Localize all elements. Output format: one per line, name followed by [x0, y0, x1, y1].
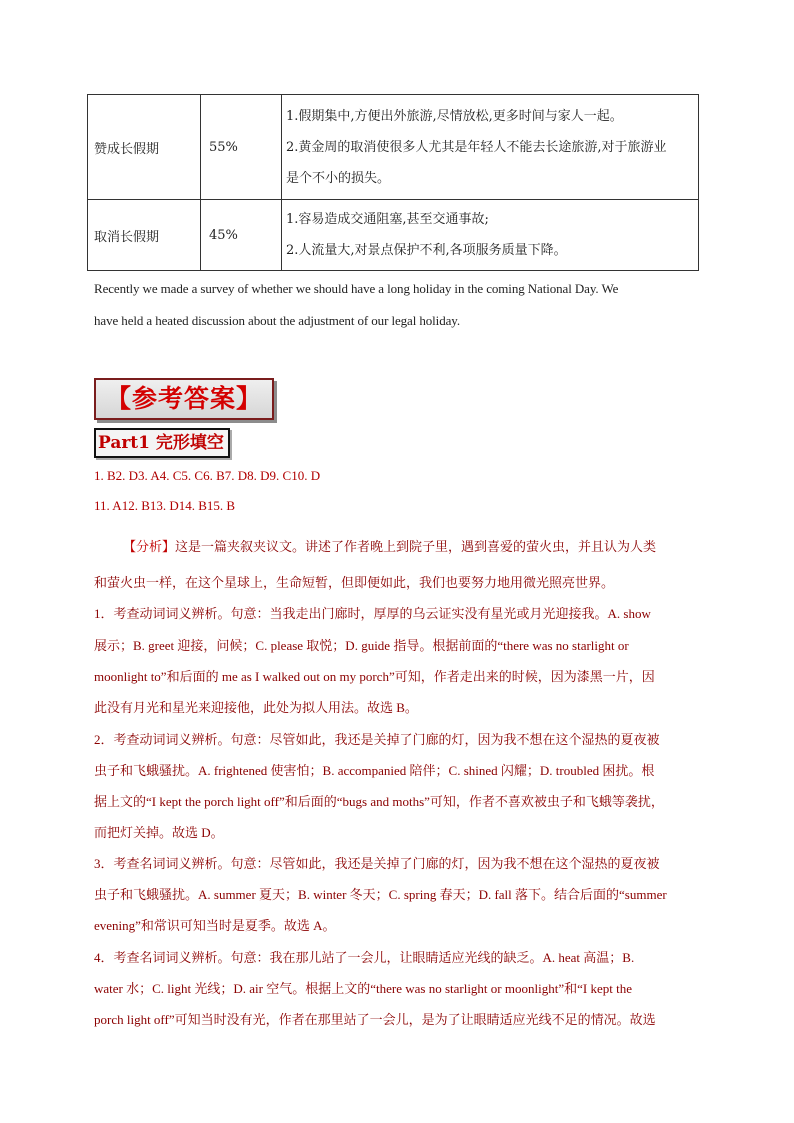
explanation-line: 3．考查名词词义辨析。句意：尽管如此，我还是关掉了门廊的灯，因为我不想在这个湿热的夏夜被 [94, 856, 660, 871]
analysis-line [123, 536, 706, 555]
explanation-line: porch light off”可知当时没有光，作者在那里站了一会儿，是为了让眼睛适应光线不足的情况。故选 [94, 1012, 656, 1027]
table-row [88, 95, 699, 200]
part-heading [94, 428, 230, 458]
part-heading-text: Part1 完形填空 [98, 433, 224, 453]
answer-banner [94, 378, 274, 420]
explanation-line: 而把灯关掉。故选 D。 [94, 825, 224, 840]
explanation-line: 展示；B. greet 迎接，问候；C. please 取悦；D. guide 指导。根据前面的“there was no starlight or [94, 638, 629, 653]
reason-line: 是个不小的损失。 [286, 170, 391, 186]
explanation-line: moonlight to”和后面的 me as I walked out on my porch”可知，作者走出来的时候，因为漆黑一片，因 [94, 669, 655, 684]
opinion-cell: 赞成长假期 [88, 95, 201, 200]
percent-cell: 45% [201, 200, 282, 271]
reasons-cell [282, 95, 699, 200]
table-row [88, 200, 699, 271]
explanation-line: 2．考查动词词义辨析。句意：尽管如此，我还是关掉了门廊的灯，因为我不想在这个湿热的夏夜被 [94, 732, 660, 747]
answer-line: 1. B2. D3. A4. C5. C6. B7. D8. D9. C10. D [94, 468, 321, 483]
answer-line: 11. A12. B13. D14. B15. B [94, 498, 236, 513]
reason-line: 2.人流量大,对景点保护不利,各项服务质量下降。 [286, 243, 567, 258]
reason-line: 1.假期集中,方便出外旅游,尽情放松,更多时间与家人一起。 [286, 108, 623, 124]
reason-line: 1.容易造成交通阻塞,甚至交通事故; [286, 212, 489, 227]
survey-table [87, 94, 699, 271]
opinion-cell: 取消长假期 [88, 200, 201, 271]
percent-cell: 55% [201, 95, 282, 200]
reason-line: 2.黄金周的取消使很多人尤其是年轻人不能去长途旅游,对于旅游业 [286, 139, 667, 155]
explanation-line: 此没有月光和星光来迎接他，此处为拟人用法。故选 B。 [94, 700, 418, 715]
explanation-line: evening”和常识可知当时是夏季。故选 A。 [94, 918, 336, 933]
explanation-line: 虫子和飞蛾骚扰。A. frightened 使害怕；B. accompanied 陪伴；C. shined 闪耀；D. troubled 困扰。根 [94, 763, 655, 778]
answer-banner-text: 【参考答案】 [105, 384, 262, 413]
analysis-text: 这是一篇夹叙夹议文。讲述了作者晚上到院子里，遇到喜爱的萤火虫，并且认为人类 [175, 539, 657, 554]
analysis-line: 和萤火虫一样，在这个星球上，生命短暂，但即便如此，我们也要努力地用微光照亮世界。 [94, 575, 615, 590]
intro-line: have held a heated discussion about the adjustment of our legal holiday. [94, 313, 460, 328]
explanation-line: 1．考查动词词义辨析。句意：当我走出门廊时，厚厚的乌云证实没有星光或月光迎接我。A. show [94, 606, 651, 621]
reasons-cell [282, 200, 699, 271]
explanation-line: 4．考查名词词义辨析。句意：我在那儿站了一会儿，让眼睛适应光线的缺乏。A. heat 高温；B. [94, 950, 635, 965]
intro-line: Recently we made a survey of whether we should have a long holiday in the coming National Day. We [94, 281, 619, 296]
analysis-tag: 【分析】 [123, 539, 176, 554]
explanation-line: 据上文的“I kept the porch light off”和后面的“bugs and moths”可知，作者不喜欢被虫子和飞蛾等袭扰， [94, 794, 664, 809]
explanation-line: water 水；C. light 光线；D. air 空气。根据上文的“there was no starlight or moonlight”和“I kept the [94, 981, 632, 996]
explanation-line: 虫子和飞蛾骚扰。A. summer 夏天；B. winter 冬天；C. spring 春天；D. fall 落下。结合后面的“summer [94, 887, 667, 902]
